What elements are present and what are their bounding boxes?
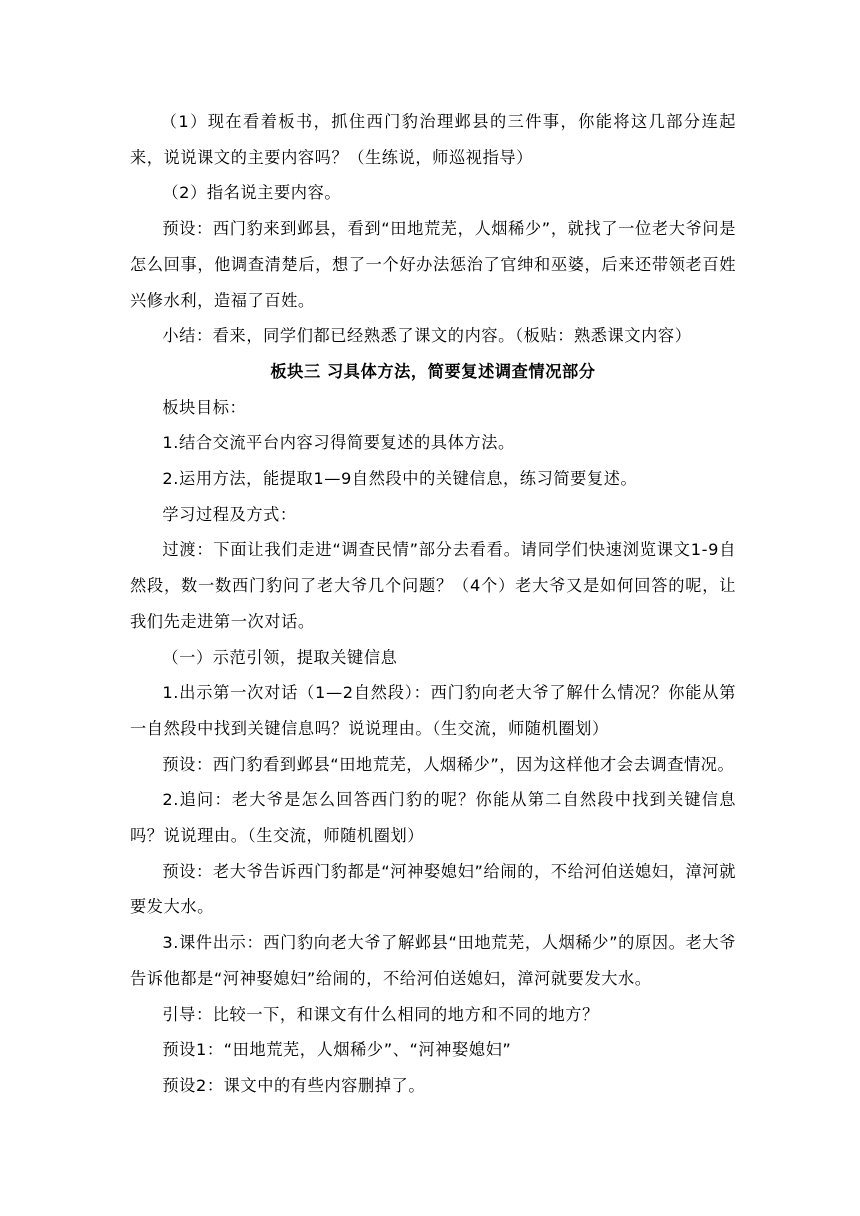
paragraph: 3.课件出示：西门豹向老大爷了解邺县“田地荒芜，人烟稀少”的原因。老大爷告诉他都是“河神娶媳妇”给闹的，不给河伯送媳妇，漳河就要发大水。 <box>130 933 736 988</box>
paragraph: （1）现在看着板书，抓住西门豹治理邺县的三件事，你能将这几部分连起来，说说课文的主要内容吗？（生练说，师巡视指导） <box>130 112 736 167</box>
paragraph: 1.结合交流平台内容习得简要复述的具体方法。 <box>162 433 515 453</box>
paragraph: 小结：看来，同学们都已经熟悉了课文的内容。（板贴：熟悉课文内容） <box>162 326 692 346</box>
paragraph: 预设：西门豹来到邺县，看到“田地荒芜，人烟稀少”，就找了一位老大爷问是怎么回事，他调查清楚后，想了一个好办法惩治了官绅和巫婆，后来还带领老百姓兴修水利，造福了百姓。 <box>130 219 736 310</box>
document-body <box>130 104 736 1104</box>
paragraph: （2）指名说主要内容。 <box>162 183 342 203</box>
paragraph: 预设：西门豹看到邺县“田地荒芜，人烟稀少”，因为这样他才会去调查情况。 <box>162 754 735 774</box>
paragraph: 板块目标： <box>162 397 247 417</box>
paragraph: 2.追问：老大爷是怎么回答西门豹的呢？你能从第二自然段中找到关键信息吗？说说理由。（生交流，师随机圈划） <box>130 790 736 846</box>
paragraph: 过渡：下面让我们走进“调查民情”部分去看看。请同学们快速浏览课文1-9自然段，数一数西门豹问了老大爷几个问题？（4个）老大爷又是如何回答的呢，让我们先走进第一次对话。 <box>130 540 736 631</box>
paragraph: 学习过程及方式： <box>162 504 297 524</box>
paragraph: 预设：老大爷告诉西门豹都是“河神娶媳妇”给闹的，不给河伯送媳妇，漳河就要发大水。 <box>130 861 736 917</box>
paragraph: 1.出示第一次对话（1—2自然段）：西门豹向老大爷了解什么情况？你能从第一自然段中找到关键信息吗？说说理由。（生交流，师随机圈划） <box>130 683 736 738</box>
paragraph: 2.运用方法，能提取1—9自然段中的关键信息，练习简要复述。 <box>162 469 638 489</box>
section-heading: 板块三 习具体方法，简要复述调查情况部分 <box>270 361 596 381</box>
paragraph: 引导：比较一下，和课文有什么相同的地方和不同的地方？ <box>162 1004 599 1024</box>
paragraph: 预设1：“田地荒芜，人烟稀少”、“河神娶媳妇” <box>162 1040 512 1060</box>
paragraph: 预设2：课文中的有些内容删掉了。 <box>162 1075 426 1095</box>
paragraph: （一）示范引领，提取关键信息 <box>162 647 398 667</box>
